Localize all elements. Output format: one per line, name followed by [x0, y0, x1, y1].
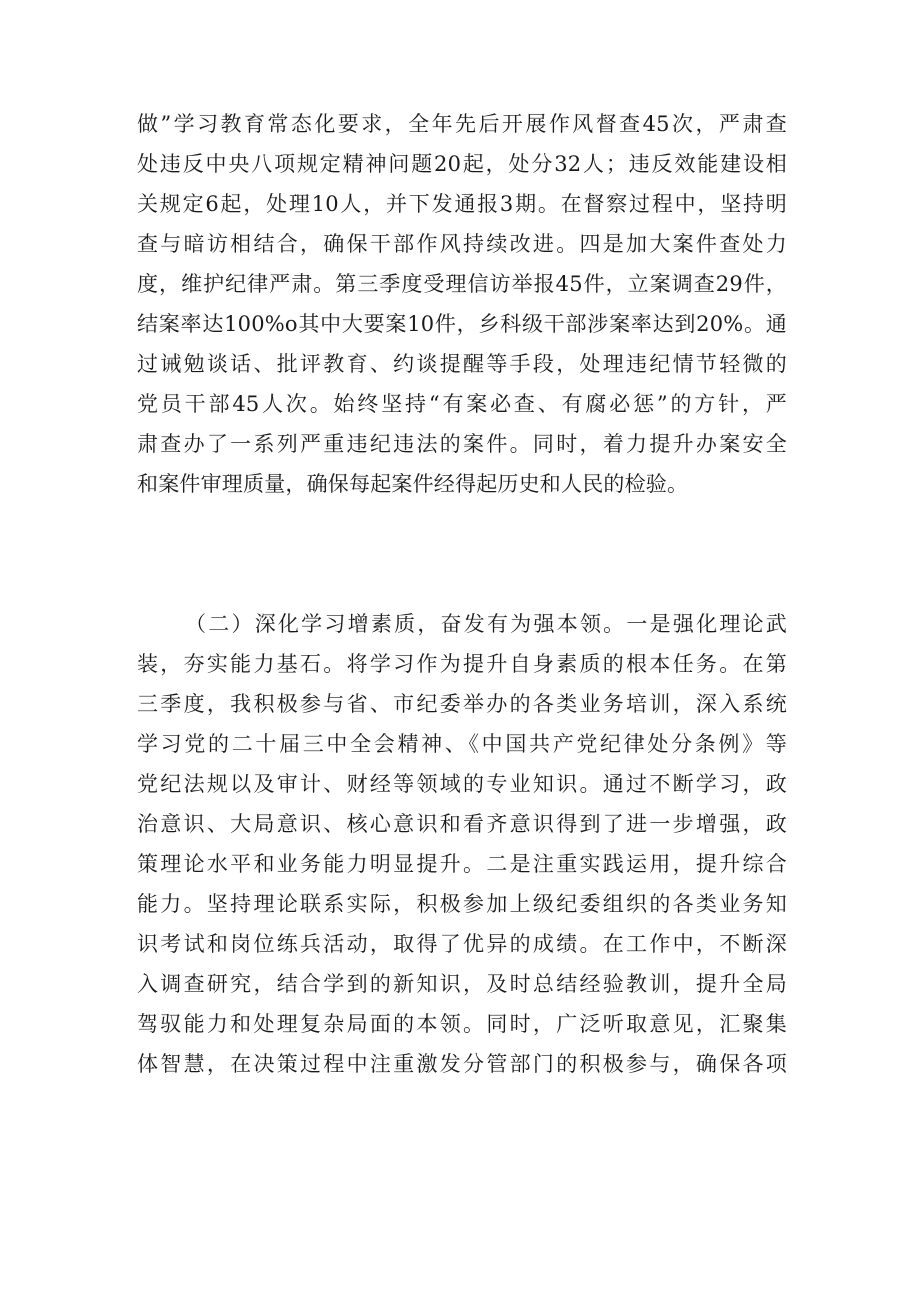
text-line: 装，夯实能力基石。将学习作为提升自身素质的根本任务。在第: [137, 652, 787, 676]
text-line: 三季度，我积极参与省、市纪委举办的各类业务培训，深入系统: [137, 692, 787, 716]
text-line: 党员干部45人次。始终坚持“有案必查、有腐必惩”的方针，严: [137, 392, 787, 416]
text-line: 处违反中央八项规定精神问题20起，处分32人；违反效能建设相: [137, 152, 787, 176]
text-line: 结案率达100%o其中大要案10件，乡科级干部涉案率达到20%。通: [137, 312, 787, 336]
text-line: 度，维护纪律严肃。第三季度受理信访举报45件，立案调查29件，: [137, 272, 787, 296]
text-line: 查与暗访相结合，确保干部作风持续改进。四是加大案件查处力: [137, 232, 787, 256]
text-line: 能力。坚持理论联系实际，积极参加上级纪委组织的各类业务知: [137, 892, 787, 916]
section-heading-line: （二）深化学习增素质，奋发有为强本领。一是强化理论武: [185, 612, 787, 636]
text-line: 做”学习教育常态化要求，全年先后开展作风督查45次，严肃查: [137, 112, 787, 136]
paragraph-case-handling: [137, 104, 787, 504]
text-line: 党纪法规以及审计、财经等领域的专业知识。通过不断学习，政: [137, 772, 787, 796]
text-line: 和案件审理质量，确保每起案件经得起历史和人民的检验。: [137, 472, 689, 496]
text-line: 关规定6起，处理10人，并下发通报3期。在督察过程中，坚持明: [137, 192, 787, 216]
paragraph-study-quality: [137, 604, 787, 1084]
text-line: 驾驭能力和处理复杂局面的本领。同时，广泛听取意见，汇聚集: [137, 1012, 787, 1036]
text-line: 治意识、大局意识、核心意识和看齐意识得到了进一步增强，政: [137, 812, 787, 836]
text-line: 过诫勉谈话、批评教育、约谈提醒等手段，处理违纪情节轻微的: [137, 352, 787, 376]
text-line: 策理论水平和业务能力明显提升。二是注重实践运用，提升综合: [137, 852, 787, 876]
text-line: 体智慧，在决策过程中注重激发分管部门的积极参与，确保各项: [137, 1052, 787, 1076]
text-line: 识考试和岗位练兵活动，取得了优异的成绩。在工作中，不断深: [137, 932, 787, 956]
text-line: 肃查办了一系列严重违纪违法的案件。同时，着力提升办案安全: [137, 432, 787, 456]
text-line: 入调查研究，结合学到的新知识，及时总结经验教训，提升全局: [137, 972, 787, 996]
text-line: 学习党的二十届三中全会精神、《中国共产党纪律处分条例》等: [137, 732, 787, 756]
